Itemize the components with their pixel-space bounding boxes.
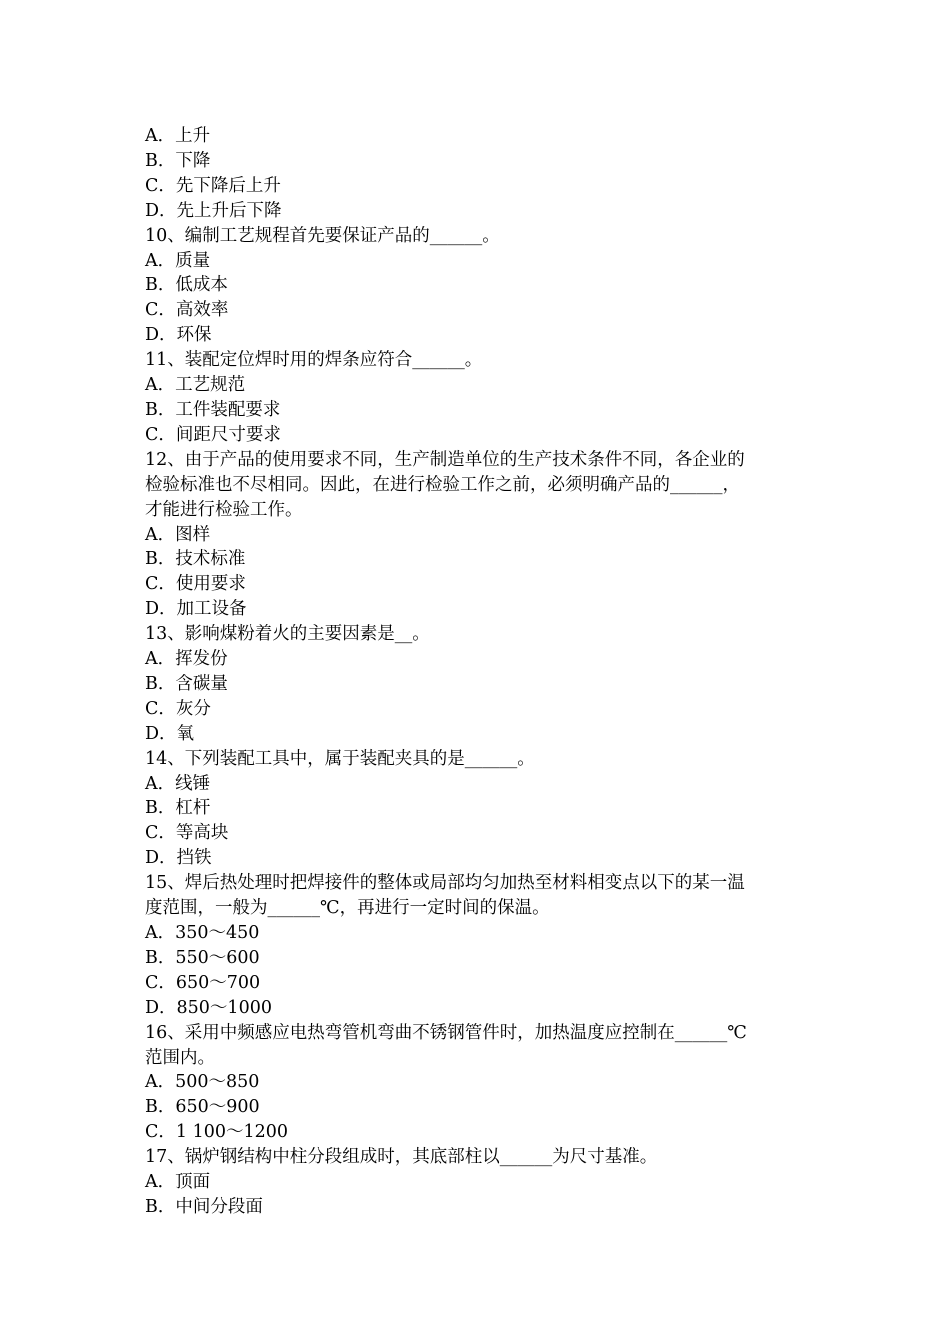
- option-line: A．挥发份: [145, 649, 228, 670]
- option-line: A．顶面: [145, 1172, 211, 1193]
- question-stem: 17、锅炉钢结构中柱分段组成时，其底部柱以______为尺寸基准。: [145, 1147, 658, 1168]
- question-stem: 11、装配定位焊时用的焊条应符合______。: [145, 350, 483, 371]
- option-line: C．1 100～1200: [145, 1122, 289, 1143]
- option-line: C．间距尺寸要求: [145, 424, 281, 445]
- option-line: C．先下降后上升: [145, 175, 281, 196]
- option-line: B．工件装配要求: [145, 399, 281, 420]
- option-line: B．技术标准: [145, 549, 246, 570]
- document-page: [145, 124, 810, 1220]
- option-line: D．氧: [145, 723, 195, 744]
- option-line: D．850～1000: [145, 997, 272, 1018]
- option-line: B．含碳量: [145, 673, 228, 694]
- option-line: D．挡铁: [145, 848, 212, 869]
- question-stem: 15、焊后热处理时把焊接件的整体或局部均匀加热至材料相变点以下的某一温: [145, 873, 745, 894]
- option-line: C．等高块: [145, 823, 229, 844]
- option-line: B．550～600: [145, 947, 260, 968]
- option-line: B．杠杆: [145, 798, 211, 819]
- option-line: C．高效率: [145, 300, 229, 321]
- question-stem: 10、编制工艺规程首先要保证产品的______。: [145, 225, 500, 246]
- option-line: C．650～700: [145, 972, 261, 993]
- question-stem: 14、下列装配工具中，属于装配夹具的是______。: [145, 748, 535, 769]
- option-line: B．中间分段面: [145, 1196, 263, 1217]
- question-stem: 度范围，一般为______℃，再进行一定时间的保温。: [145, 898, 550, 919]
- option-line: C．灰分: [145, 698, 211, 719]
- option-line: A．上升: [145, 126, 211, 146]
- option-line: B．低成本: [145, 275, 228, 296]
- option-line: D．加工设备: [145, 599, 247, 620]
- option-line: A．图样: [145, 524, 211, 545]
- option-line: A．350～450: [145, 923, 260, 943]
- option-line: A．工艺规范: [145, 375, 246, 396]
- question-stem: 13、影响煤粉着火的主要因素是__。: [145, 624, 430, 645]
- question-stem: 范围内。: [145, 1047, 215, 1068]
- option-line: B．下降: [145, 150, 211, 171]
- option-line: A．500～850: [145, 1072, 260, 1093]
- option-line: A．线锤: [145, 773, 211, 794]
- question-stem: 16、采用中频感应电热弯管机弯曲不锈钢管件时，加热温度应控制在______℃: [145, 1022, 747, 1043]
- question-stem: 12、由于产品的使用要求不同，生产制造单位的生产技术条件不同，各企业的: [145, 449, 745, 470]
- option-line: B．650～900: [145, 1097, 260, 1118]
- option-line: C．使用要求: [145, 574, 246, 595]
- option-line: D．先上升后下降: [145, 200, 282, 221]
- question-stem: 才能进行检验工作。: [145, 499, 303, 520]
- option-line: A．质量: [145, 250, 211, 271]
- question-stem: 检验标准也不尽相同。因此，在进行检验工作之前，必须明确产品的______，: [145, 474, 740, 495]
- option-line: D．环保: [145, 325, 212, 346]
